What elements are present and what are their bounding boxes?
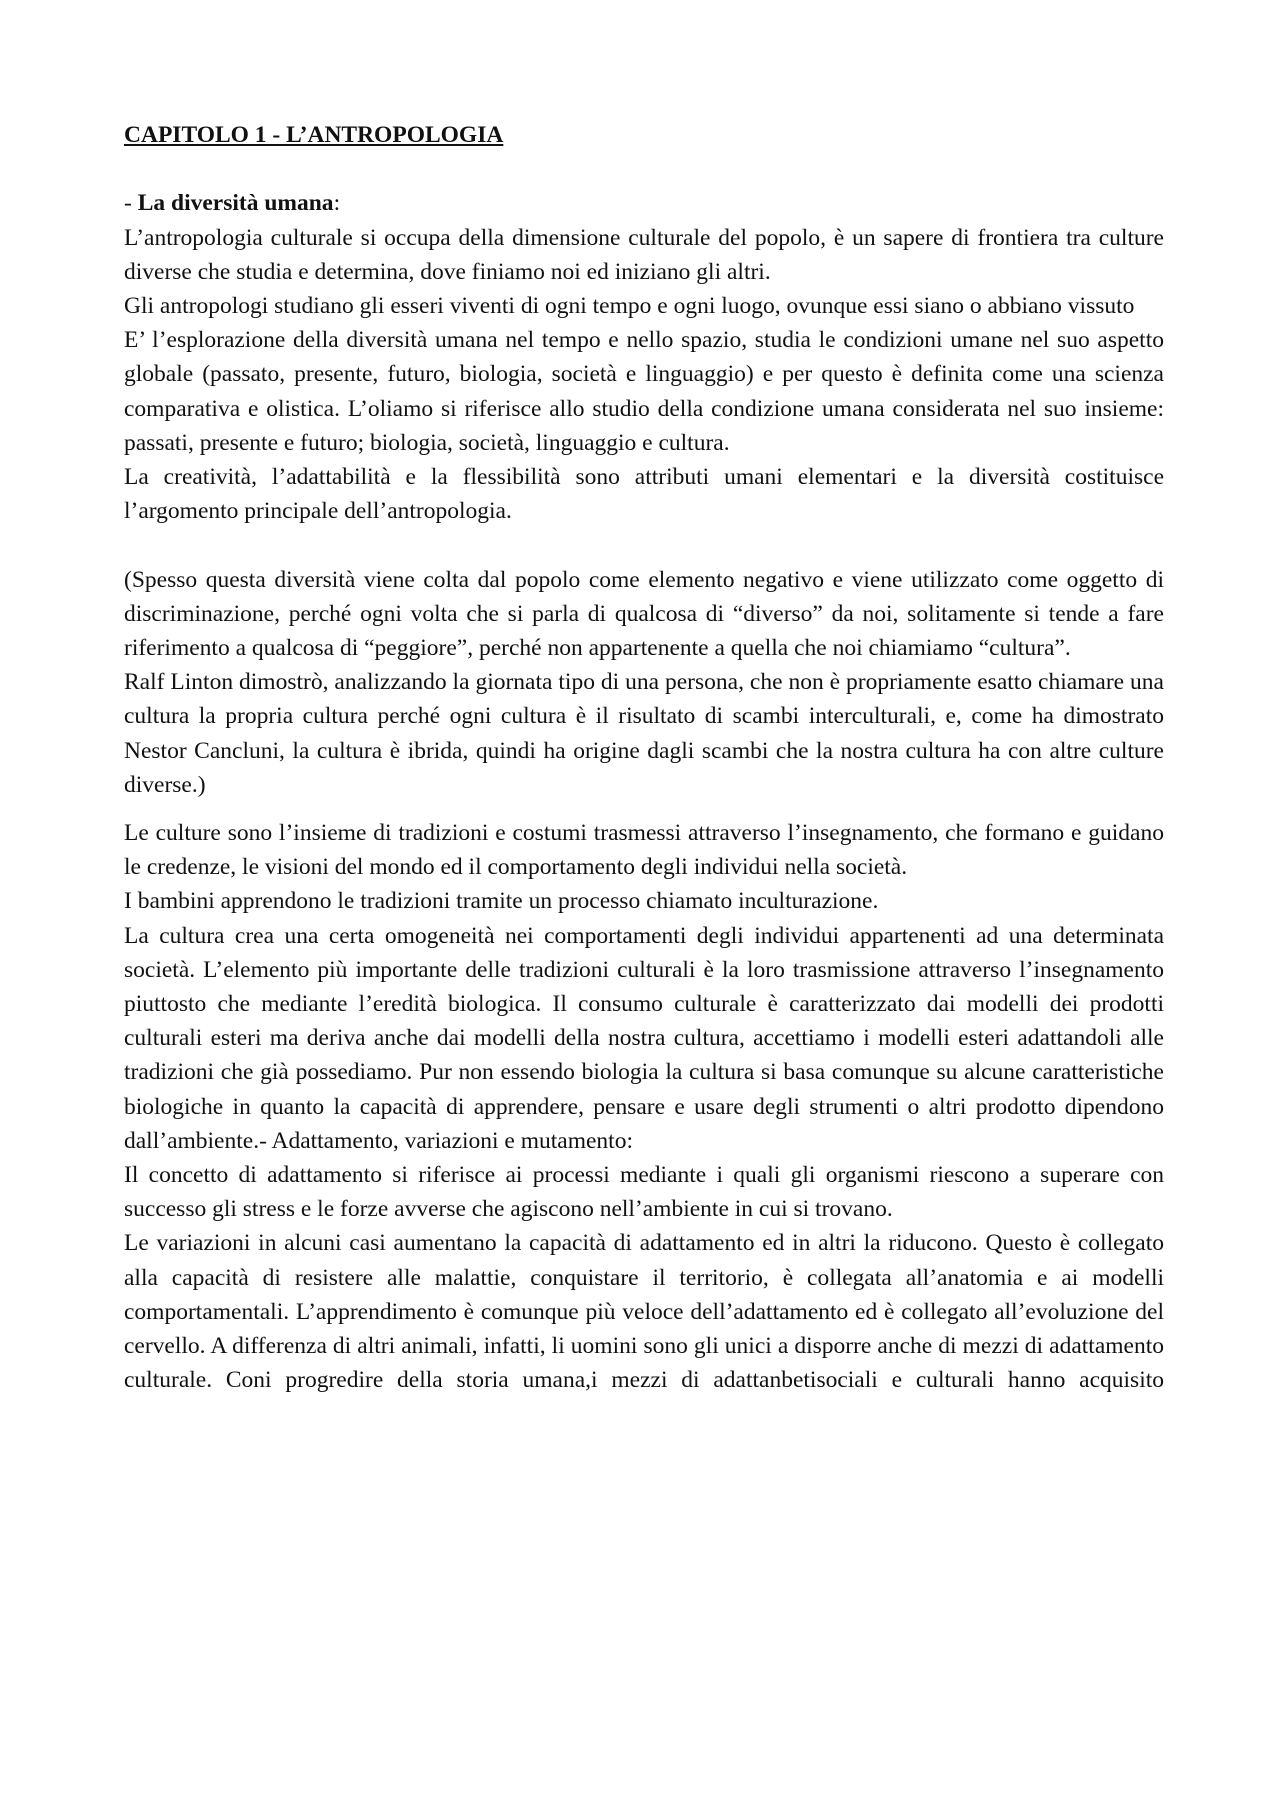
paragraph-2: Gli antropologi studiano gli esseri viventi di ogni tempo e ogni luogo, ovunque essi siano o abbiano vissuto (124, 293, 1135, 319)
section-heading (124, 186, 1164, 220)
section-heading-text: La diversità umana (137, 190, 334, 217)
paragraph-3: E’ l’esplorazione della diversità umana nel tempo e nello spazio, studia le condizioni umane nel suo aspetto globale (passato, presente, futuro, biologia, società e linguaggio) e per questo è definita come una scienza comparativa e olistica. L’oliamo si riferisce allo studio della condizione umana considerata nel suo insieme: passati, presente e futuro; biologia, società, linguaggio e cultura. (124, 327, 1164, 456)
document-page (124, 118, 1164, 1397)
chapter-title: CAPITOLO 1 - L’ANTROPOLOGIA (124, 122, 504, 148)
paragraph-11: Le variazioni in alcuni casi aumentano la capacità di adattamento ed in altri la riducono. Questo è collegato alla capacità di resistere alle malattie, conquistare il territorio, è collegata all’anatomia e ai modelli comportamentali. L’apprendimento è comunque più veloce dell’adattamento ed è collegato all’evoluzione del cervello. A differenza di altri animali, infatti, li uomini sono gli unici a disporre anche di mezzi di adattamento culturale. Coni progredire della storia umana,i mezzi di adattanbetisociali e culturali hanno acquisito (124, 1230, 1164, 1394)
paragraph-6: Ralf Linton dimostrò, analizzando la giornata tipo di una persona, che non è propriamente esatto chiamare una cultura la propria cultura perché ogni cultura è il risultato di scambi interculturali, e, come ha dimostrato Nestor Cancluni, la cultura è ibrida, quindi ha origine dagli scambi che la nostra cultura ha con altre culture diverse.) (124, 669, 1164, 798)
paragraph-8: I bambini apprendono le tradizioni tramite un processo chiamato inculturazione. (124, 888, 879, 915)
paragraph-5: (Spesso questa diversità viene colta dal popolo come elemento negativo e viene utilizzato come oggetto di discriminazione, perché ogni volta che si parla di qualcosa di “diverso” da noi, solitamente si tende a fare riferimento a qualcosa di “peggiore”, perché non appartenente a quella che noi chiamiamo “cultura”. (124, 566, 1164, 662)
paragraph-9: La cultura crea una certa omogeneità nei comportamenti degli individui appartenenti ad una determinata società. L’elemento più importante delle tradizioni culturali è la loro trasmissione attraverso l’insegnamento piuttosto che mediante l’eredità biologica. Il consumo culturale è caratterizzato dai modelli dei prodotti culturali esteri ma deriva anche dai modelli della nostra cultura, accettiamo i modelli esteri adattandoli alle tradizioni che già possediamo. Pur non essendo biologia la cultura si basa comunque su alcune caratteristiche biologiche in quanto la capacità di apprendere, pensare e usare degli strumenti o altri prodotto dipendono dall’ambiente.- Adattamento, variazioni e mutamento: (124, 922, 1164, 1154)
paragraph-7: Le culture sono l’insieme di tradizioni e costumi trasmessi attraverso l’insegnamento, che formano e guidano le credenze, le visioni del mondo ed il comportamento degli individui nella società. (124, 820, 1164, 881)
section-heading-dash: - (124, 190, 138, 217)
paragraph-10: Il concetto di adattamento si riferisce ai processi mediante i quali gli organismi riescono a superare con successo gli stress e le forze avverse che agiscono nell’ambiente in cui si trovano. (124, 1162, 1164, 1223)
paragraph-1: L’antropologia culturale si occupa della dimensione culturale del popolo, è un sapere di frontiera tra culture diverse che studia e determina, dove finiamo noi ed iniziano gli altri. (124, 224, 1164, 285)
paragraph-4: La creatività, l’adattabilità e la flessibilità sono attributi umani elementari e la diversità costituisce l’argomento principale dell’antropologia. (124, 464, 1164, 525)
section-heading-colon: : (333, 190, 341, 217)
